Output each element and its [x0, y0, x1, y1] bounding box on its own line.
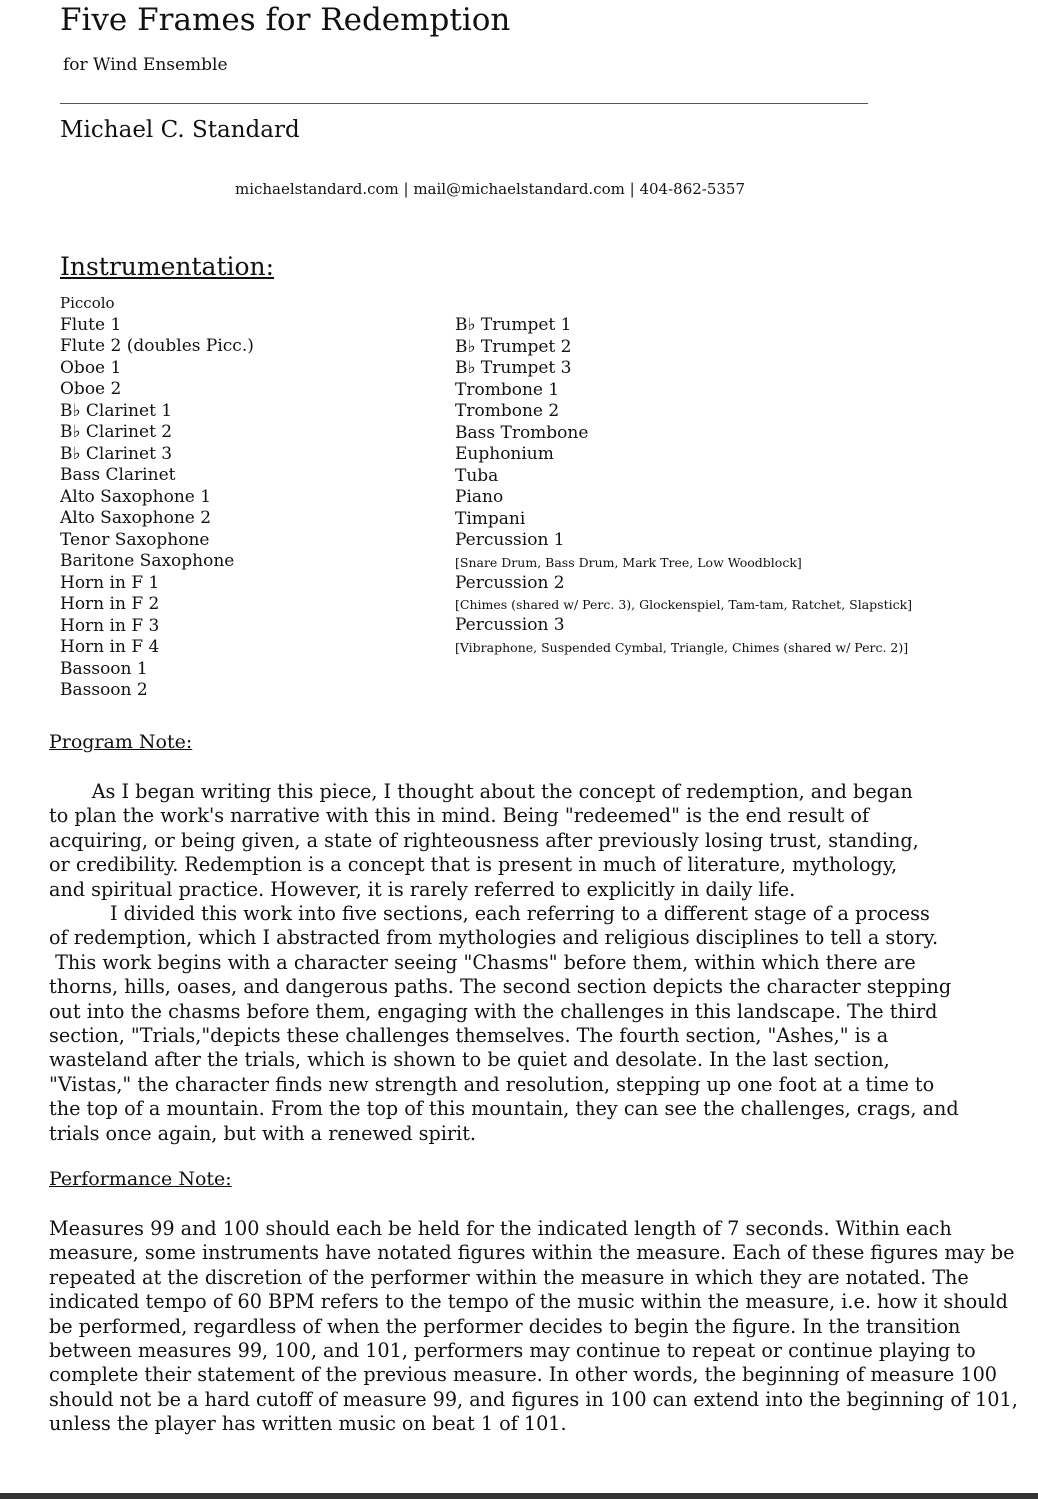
text-line: of redemption, which I abstracted from mythologies and religious disciplines to tell a story. — [49, 926, 939, 950]
text-line: repeated at the discretion of the performer within the measure in which they are notated. The — [49, 1265, 969, 1289]
instrument-list-right — [455, 315, 1015, 658]
instrument-item: Percussion 3 — [455, 615, 565, 635]
text-line: wasteland after the trials, which is shown to be quiet and desolate. In the last section, — [49, 1048, 890, 1072]
instrument-item: Bass Trombone — [455, 422, 589, 443]
text-line: or credibility. Redemption is a concept that is present in much of literature, mythology, — [49, 853, 898, 877]
instrument-item: Trombone 1 — [455, 379, 560, 400]
instrument-item: B♭ Trumpet 1 — [455, 315, 572, 335]
instrument-item: Horn in F 2 — [60, 594, 160, 614]
text-line: and spiritual practice. However, it is rarely referred to explicitly in daily life. — [49, 877, 796, 901]
instrument-item: B♭ Trumpet 2 — [455, 336, 572, 357]
instrument-item: B♭ Clarinet 1 — [60, 400, 173, 421]
subtitle: for Wind Ensemble — [63, 55, 228, 75]
text-line: This work begins with a character seeing "Chasms" before them, within which there are — [49, 950, 916, 974]
instrument-item: Alto Saxophone 1 — [60, 486, 212, 507]
instrument-item: B♭ Trumpet 3 — [455, 358, 572, 378]
instrument-item: Baritone Saxophone — [60, 551, 235, 571]
performance-note-body — [49, 1217, 1018, 1437]
composer-name: Michael C. Standard — [60, 117, 300, 143]
instrument-item: Piccolo — [60, 294, 115, 312]
instrument-item: Oboe 2 — [60, 379, 122, 399]
instrument-item: Percussion 2 — [455, 572, 565, 593]
instrument-item: Tuba — [455, 465, 499, 486]
text-line: indicated tempo of 60 BPM refers to the tempo of the music within the measure, i.e. how it should — [49, 1290, 1008, 1314]
text-line: As I began writing this piece, I thought about the concept of redemption, and began — [49, 780, 913, 803]
instrument-item: B♭ Clarinet 3 — [60, 443, 173, 464]
instrument-item: Tenor Saxophone — [60, 529, 210, 550]
instrument-item: Horn in F 3 — [60, 615, 160, 636]
text-line: be performed, regardless of when the performer decides to begin the figure. In the transition — [49, 1314, 961, 1338]
page-title: Five Frames for Redemption — [60, 2, 511, 38]
instrument-item: Horn in F 4 — [60, 637, 160, 657]
percussion-detail: [Vibraphone, Suspended Cymbal, Triangle, Chimes (shared w/ Perc. 2)] — [455, 639, 909, 655]
instrument-item: Timpani — [455, 508, 526, 529]
text-line: thorns, hills, oases, and dangerous paths. The second section depicts the character stepping — [49, 975, 952, 999]
text-line: trials once again, but with a renewed spirit. — [49, 1121, 477, 1145]
header-divider — [60, 103, 868, 104]
text-line: out into the chasms before them, engaging with the challenges in this landscape. The third — [49, 999, 938, 1023]
instrument-item: Bass Clarinet — [60, 465, 176, 485]
text-line: should not be a hard cutoff of measure 99, and figures in 100 can extend into the beginning of 101, — [49, 1387, 1018, 1411]
percussion-detail: [Snare Drum, Bass Drum, Mark Tree, Low Woodblock] — [455, 554, 802, 570]
text-line: complete their statement of the previous measure. In other words, the beginning of measure 100 — [49, 1363, 998, 1387]
instrumentation-heading: Instrumentation: — [60, 252, 275, 281]
instrument-item: Piano — [455, 487, 504, 507]
program-note-heading: Program Note: — [49, 731, 193, 753]
program-note-body — [49, 780, 959, 1146]
text-line: Measures 99 and 100 should each be held for the indicated length of 7 seconds. Within each — [49, 1217, 952, 1240]
instrument-item: Bassoon 1 — [60, 658, 148, 679]
text-line: I divided this work into five sections, each referring to a different stage of a process — [49, 902, 930, 926]
text-line: the top of a mountain. From the top of this mountain, they can see the challenges, crags, and — [49, 1097, 959, 1121]
instrument-item: Alto Saxophone 2 — [60, 508, 212, 528]
text-line: between measures 99, 100, and 101, performers may continue to repeat or continue playing to — [49, 1339, 976, 1363]
instrument-item: Bassoon 2 — [60, 680, 148, 700]
text-line: to plan the work's narrative with this in mind. Being "redeemed" is the end result of — [49, 804, 870, 828]
instrument-list-left — [60, 293, 440, 702]
text-line: "Vistas," the character finds new strength and resolution, stepping up one foot at a time to — [49, 1072, 935, 1096]
instrument-item: Euphonium — [455, 444, 554, 464]
instrument-item: Trombone 2 — [455, 401, 560, 421]
text-line: section, "Trials,"depicts these challenges themselves. The fourth section, "Ashes," is a — [49, 1024, 889, 1048]
instrument-item: B♭ Clarinet 2 — [60, 422, 173, 442]
text-line: acquiring, or being given, a state of righteousness after previously losing trust, standing, — [49, 828, 919, 852]
text-line: measure, some instruments have notated figures within the measure. Each of these figures may be — [49, 1241, 1015, 1265]
page-bottom-edge — [0, 1493, 1038, 1499]
instrument-item: Flute 1 — [60, 314, 122, 335]
instrument-item: Percussion 1 — [455, 530, 565, 550]
instrument-item: Oboe 1 — [60, 357, 122, 378]
instrument-item: Flute 2 (doubles Picc.) — [60, 336, 254, 356]
text-line: unless the player has written music on beat 1 of 101. — [49, 1412, 567, 1436]
instrument-item: Horn in F 1 — [60, 572, 160, 593]
performance-note-heading: Performance Note: — [49, 1168, 232, 1190]
contact-info: michaelstandard.com | mail@michaelstandard.com | 404-862-5357 — [234, 180, 746, 198]
percussion-detail: [Chimes (shared w/ Perc. 3), Glockenspiel, Tam-tam, Ratchet, Slapstick] — [455, 597, 913, 612]
